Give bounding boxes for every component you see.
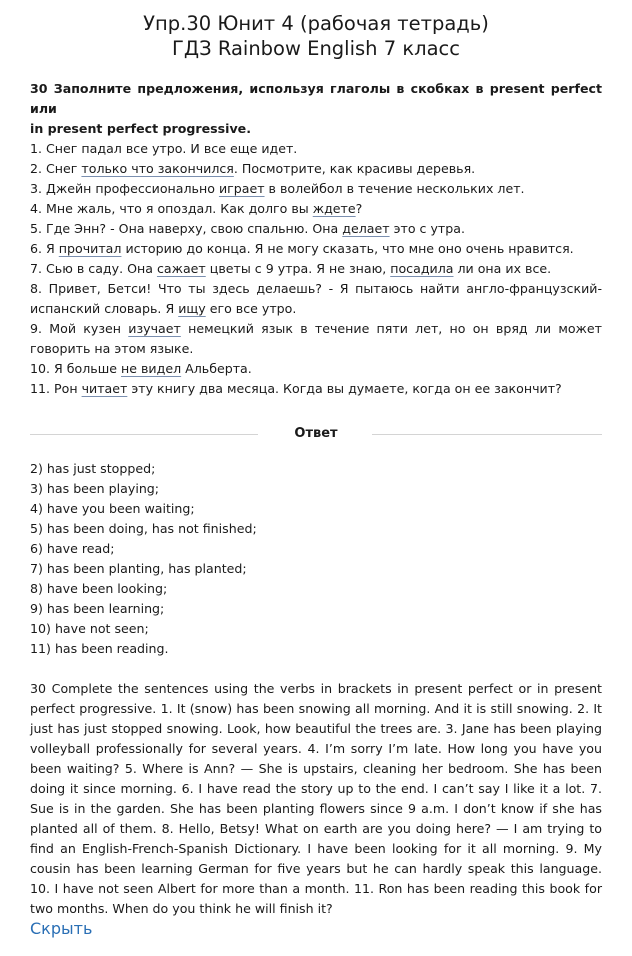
sentence-11-text-b: эту книгу два месяца. Когда вы думаете, когда он ее закончит?: [127, 381, 562, 396]
answer-item: 2) has just stopped;: [30, 461, 156, 476]
sentence-8-line-2: [30, 299, 602, 319]
sentence-8-text-b: его все утро.: [205, 301, 297, 316]
task-title-line-1: 30 Заполните предложения, используя глаголы в скобках в present perfect или: [30, 81, 602, 116]
sentence-9-line-2: говорить на этом языке.: [30, 341, 194, 356]
sentence-11: [30, 379, 602, 399]
sentence-7-verb-1: сажает: [156, 261, 206, 276]
sentence-2-text-a: 2. Снег: [30, 161, 82, 176]
answer-divider: [30, 425, 602, 443]
answer-item: 10) have not seen;: [30, 621, 149, 636]
sentence-10-text-b: Альберта.: [181, 361, 252, 376]
sentence-7-text-c: ли она их все.: [453, 261, 552, 276]
sentence-6-text-b: историю до конца. Я не могу сказать, что мне оно очень нравится.: [121, 241, 574, 256]
task-title-line-2: in present perfect progressive.: [30, 121, 251, 136]
sentence-6-text-a: 6. Я: [30, 241, 59, 256]
sentence-10-text-a: 10. Я больше: [30, 361, 122, 376]
hide-link[interactable]: Скрыть: [30, 919, 93, 938]
sentence-5-verb: делает: [342, 221, 390, 236]
answer-item: 4) have you been waiting;: [30, 501, 195, 516]
sentence-4-text-a: 4. Мне жаль, что я опоздал. Как долго вы: [30, 201, 313, 216]
sentence-7: [30, 259, 602, 279]
answer-heading: Ответ: [294, 426, 338, 441]
sentence-4-text-b: ?: [355, 201, 363, 216]
sentence-7-verb-2: посадила: [390, 261, 454, 276]
sentence-9-text-a: 9. Мой кузен: [30, 321, 129, 336]
sentence-8-line-1: 8. Привет, Бетси! Что ты здесь делаешь? - Я пытаюсь найти англо-французский-: [30, 281, 602, 296]
sentence-9-line-1: [30, 319, 602, 339]
answer-item: 3) has been playing;: [30, 481, 160, 496]
sentence-8-text-a: испанский словарь. Я: [30, 301, 179, 316]
sentence-11-text-a: 11. Рон: [30, 381, 82, 396]
divider-rule-right: [372, 434, 602, 435]
english-translation: 30 Complete the sentences using the verbs in brackets in present perfect or in present perfect progressive. 1. It (snow) has been snowing all morning. And it is still snowing. 2. It just has just stopped snowing. Look, how beautiful the trees are. 3. Jane has been playing volleyball professionally for several years. 4. I’m sorry I’m late. How long you have you been waiting? 5. Where is Ann? — She is upstairs, cleaning her bedroom. She has been doing it since morning. 6. I have read the story up to the end. I can’t say I like it a lot. 7. Sue is in the garden. She has been planting flowers since 9 a.m. I don’t know if she has planted all of them. 8. Hello, Betsy! What on earth are you doing here? — I am trying to find an English-French-Spanish Dictionary. I have been looking for it all morning. 9. My cousin has been learning German for five years but he can hardly speak this language. 10. I have not seen Albert for more than a month. 11. Ron has been reading this book for two months. When do you think he will finish it?: [30, 681, 602, 916]
sentence-3-verb: играет: [218, 181, 265, 196]
sentence-3: [30, 179, 602, 199]
sentence-5: [30, 219, 602, 239]
title-line-2: ГДЗ Rainbow English 7 класс: [172, 37, 460, 60]
sentence-11-verb: читает: [81, 381, 128, 396]
sentence-9-text-b: немецкий язык в течение пяти лет, но он вряд ли может: [180, 321, 602, 336]
sentence-10: [30, 359, 602, 379]
answer-item: 5) has been doing, has not finished;: [30, 521, 257, 536]
answer-item: 9) has been learning;: [30, 601, 165, 616]
sentence-9-verb: изучает: [128, 321, 181, 336]
sentence-6-verb: прочитал: [58, 241, 122, 256]
page-title: [30, 0, 602, 61]
sentence-7-text-b: цветы с 9 утра. Я не знаю,: [205, 261, 391, 276]
sentence-4-verb: ждете: [312, 201, 356, 216]
sentence-4: [30, 199, 602, 219]
sentence-3-text-a: 3. Джейн профессионально: [30, 181, 219, 196]
sentence-5-text-b: это с утра.: [389, 221, 465, 236]
title-line-1: Упр.30 Юнит 4 (рабочая тетрадь): [143, 12, 489, 35]
answer-item: 6) have read;: [30, 541, 115, 556]
sentence-2: [30, 159, 602, 179]
sentence-2-verb: только что закончился: [81, 161, 234, 176]
task-block: [30, 79, 602, 399]
sentence-7-text-a: 7. Сью в саду. Она: [30, 261, 157, 276]
sentence-10-verb: не видел: [121, 361, 182, 376]
sentence-8-verb: ищу: [178, 301, 206, 316]
answer-item: 7) has been planting, has planted;: [30, 561, 247, 576]
answer-item: 11) has been reading.: [30, 641, 169, 656]
sentence-6: [30, 239, 602, 259]
sentence-3-text-b: в волейбол в течение нескольких лет.: [264, 181, 525, 196]
sentence-2-text-b: . Посмотрите, как красивы деревья.: [233, 161, 476, 176]
answer-item: 8) have been looking;: [30, 581, 168, 596]
sentence-1: 1. Снег падал все утро. И все еще идет.: [30, 141, 298, 156]
sentence-5-text-a: 5. Где Энн? - Она наверху, свою спальню. Она: [30, 221, 343, 236]
task-title: [30, 79, 602, 139]
answer-list: [30, 459, 602, 659]
